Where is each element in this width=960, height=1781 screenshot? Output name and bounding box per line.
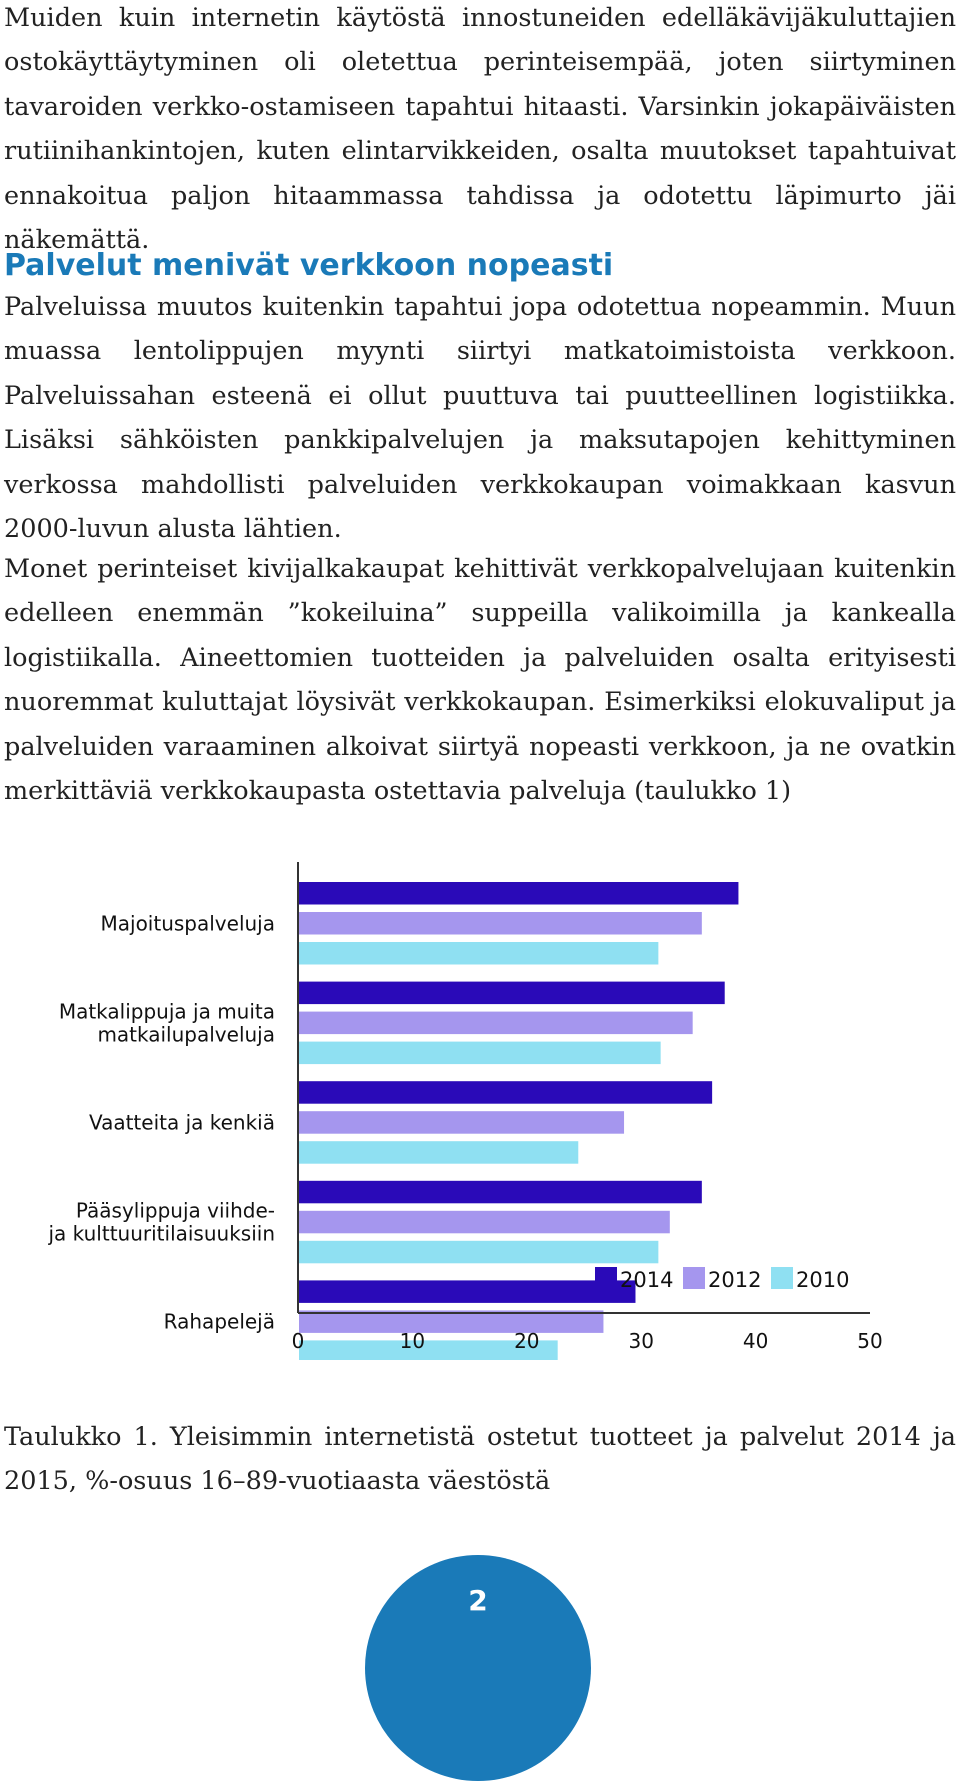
bar-2010-4 <box>299 1241 658 1264</box>
legend-swatch-2012 <box>683 1267 705 1289</box>
category-label-2: matkailupalveluja <box>97 1022 275 1047</box>
bar-2010-2 <box>299 1042 661 1065</box>
x-tick-label-10: 10 <box>399 1329 426 1353</box>
bar-2014-2 <box>299 982 725 1005</box>
bar-2014-3 <box>299 1081 712 1104</box>
legend-label-2010: 2010 <box>796 1268 850 1292</box>
category-label-4: ja kulttuuritilaisuuksiin <box>48 1221 275 1246</box>
bar-2012-2 <box>299 1012 693 1035</box>
bar-2012-1 <box>299 912 702 935</box>
x-tick-label-40: 40 <box>742 1329 769 1353</box>
bar-chart <box>0 860 960 1360</box>
legend-label-2012: 2012 <box>708 1268 762 1292</box>
category-label-2: Matkalippuja ja muita <box>58 999 275 1024</box>
category-label-4: Pääsylippuja viihde- <box>75 1198 275 1223</box>
bar-2010-3 <box>299 1141 578 1164</box>
legend-label-2014: 2014 <box>620 1268 674 1292</box>
bar-2012-3 <box>299 1111 624 1134</box>
category-label-3: Vaatteita ja kenkiä <box>88 1110 275 1135</box>
paragraph-intro: Muiden kuin internetin käytöstä innostuneiden edelläkävijäkuluttajien ostokäyttäytyminen oli oletettua perinteisempää, joten siirtyminen tavaroiden verkko-ostamiseen tapahtui hitaasti. Varsinkin jokapäiväisten rutiinihankintojen, kuten elintarvikkeiden, osalta muutokset tapahtuivat ennakoitua paljon hitaammassa tahdissa ja odotettu läpimurto jäi näkemättä. <box>4 3 956 256</box>
table-caption: Taulukko 1. Yleisimmin internetistä ostetut tuotteet ja palvelut 2014 ja 2015, %-osuus 16–89-vuotiaasta väestöstä <box>4 1422 956 1497</box>
x-tick-label-20: 20 <box>514 1329 540 1353</box>
category-label-1: Majoituspalveluja <box>100 911 275 936</box>
bar-2014-1 <box>299 882 738 905</box>
bar-2014-4 <box>299 1181 702 1204</box>
paragraph-services: Palveluissa muutos kuitenkin tapahtui jopa odotettua nopeammin. Muun muassa lentolippujen myynti siirtyi matkatoimistoista verkkoon. Palveluissahan esteenä ei ollut puuttuva tai puutteellinen logistiikka. Lisäksi sähköisten pankkipalvelujen ja maksutapojen kehittyminen verkossa mahdollisti palveluiden verkkokaupan voimakkaan kasvun 2000-luvun alusta lähtien. <box>4 292 956 545</box>
page-number: 2 <box>468 1584 488 1617</box>
x-tick-label-30: 30 <box>628 1329 654 1353</box>
section-heading: Palvelut menivät verkkoon nopeasti <box>4 248 614 283</box>
bar-2012-4 <box>299 1211 670 1234</box>
x-tick-label-50: 50 <box>857 1329 883 1353</box>
legend-swatch-2014 <box>595 1267 617 1289</box>
bar-2014-5 <box>299 1280 635 1303</box>
bar-2010-1 <box>299 942 658 965</box>
paragraph-stores: Monet perinteiset kivijalkakaupat kehittivät verkkopalvelujaan kuitenkin edelleen enemmän ”kokeiluina” suppeilla valikoimilla ja kankealla logistiikalla. Aineettomien tuotteiden ja palveluiden osalta erityisesti nuoremmat kuluttajat löysivät verkkokaupan. Esimerkiksi elokuvaliput ja palveluiden varaaminen alkoivat siirtyä nopeasti verkkoon, ja ne ovatkin merkittäviä verkkokaupasta ostettavia palveluja (taulukko 1) <box>4 554 956 807</box>
category-label-5: Rahapelejä <box>163 1309 275 1334</box>
x-tick-label-0: 0 <box>291 1329 305 1353</box>
legend-swatch-2010 <box>771 1267 793 1289</box>
